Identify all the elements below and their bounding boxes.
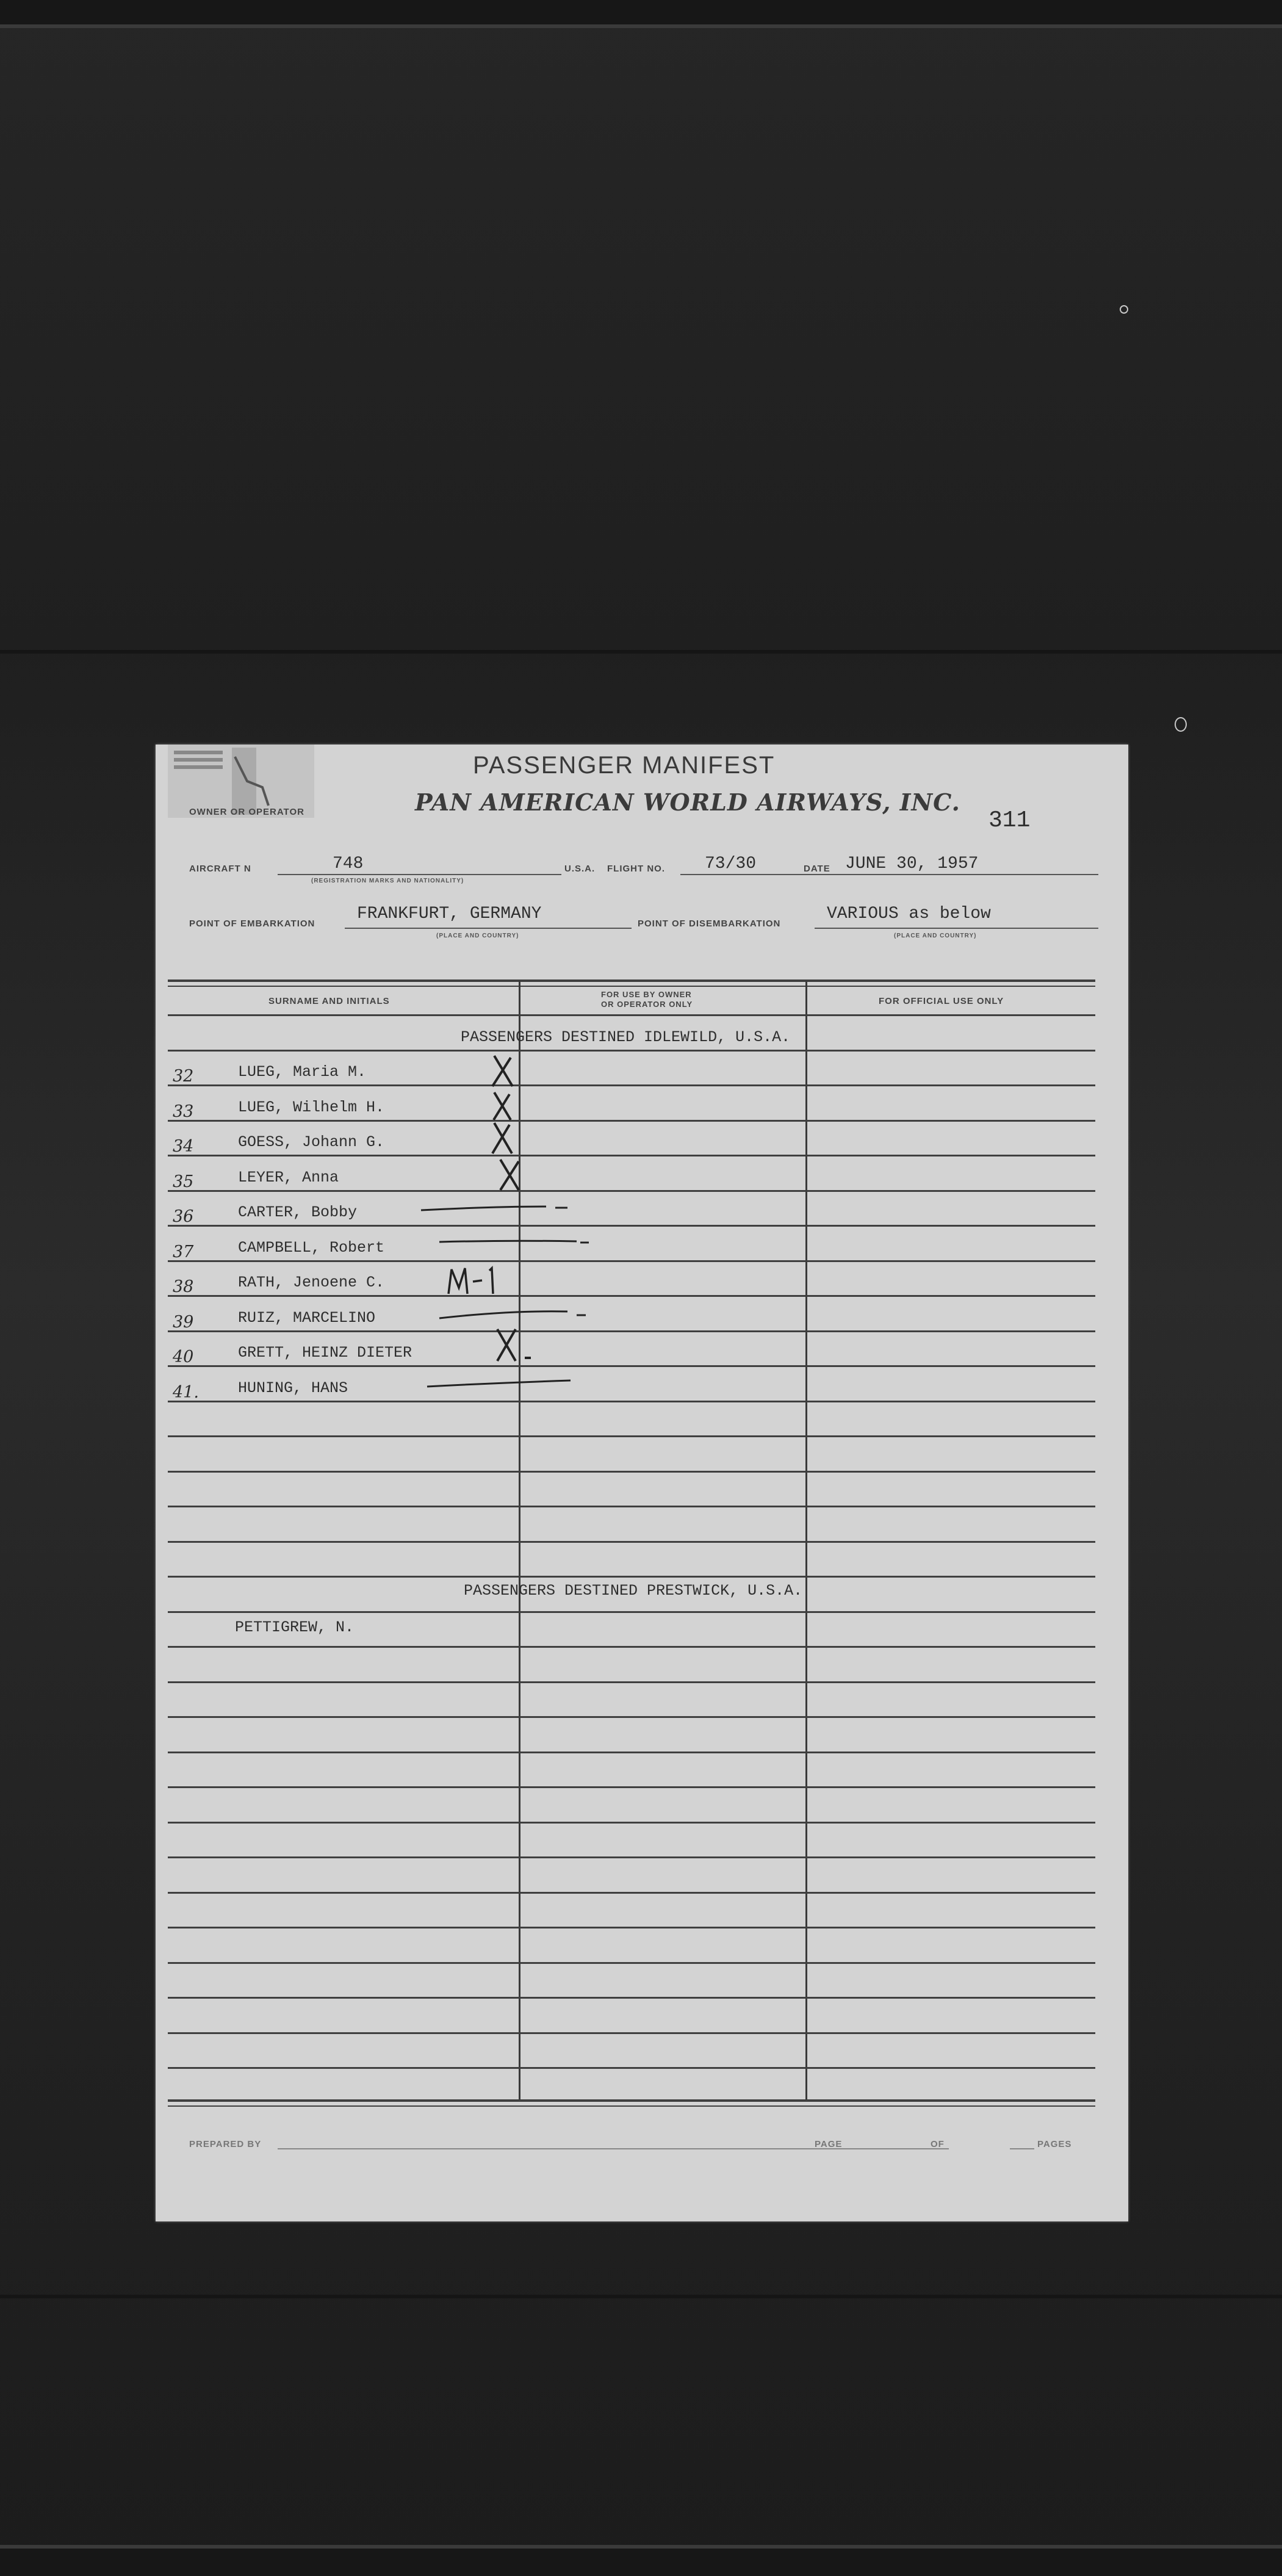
- flight-number: 73/30: [705, 854, 757, 873]
- column-header-owner-2: OR OPERATOR ONLY: [601, 1000, 693, 1009]
- handwritten-m1: [445, 1263, 506, 1300]
- table-top-rule-2: [168, 986, 1095, 987]
- page-number: 311: [989, 807, 1031, 834]
- of-label: OF: [931, 2139, 945, 2149]
- ruled-line: [168, 1681, 1095, 1683]
- ruled-line: [168, 1225, 1095, 1227]
- ruled-line: [168, 1927, 1095, 1928]
- section-heading-idlewild: PASSENGERS DESTINED IDLEWILD, U.S.A.: [461, 1028, 791, 1046]
- row-number: 34: [173, 1137, 194, 1156]
- embarkation-caption: (PLACE AND COUNTRY): [436, 933, 519, 939]
- handwritten-line: [418, 1199, 577, 1218]
- row-number: 36: [173, 1207, 194, 1226]
- ruled-line: [168, 1962, 1095, 1964]
- ruled-line: [168, 1786, 1095, 1788]
- ruled-line: [168, 2032, 1095, 2034]
- ruled-line: [168, 1611, 1095, 1613]
- ruled-line: [168, 1260, 1095, 1262]
- disembarkation-caption: (PLACE AND COUNTRY): [894, 933, 977, 939]
- disembarkation-value: VARIOUS as below: [827, 904, 991, 923]
- page-label: PAGE: [815, 2139, 843, 2149]
- frame-divider: [0, 2295, 1282, 2298]
- passenger-name: HUNING, HANS: [238, 1379, 348, 1397]
- passenger-name: LUEG, Maria M.: [238, 1063, 367, 1081]
- manifest-title: PASSENGER MANIFEST: [473, 752, 776, 779]
- ruled-line: [168, 1365, 1095, 1367]
- registration-caption: (REGISTRATION MARKS AND NATIONALITY): [311, 878, 464, 884]
- ruled-line: [168, 1856, 1095, 1858]
- embarkation-value: FRANKFURT, GERMANY: [357, 904, 542, 923]
- film-edge-top: [0, 0, 1282, 28]
- ruled-line: [168, 1997, 1095, 1999]
- date-line: [842, 874, 1098, 875]
- ruled-line: [168, 1646, 1095, 1648]
- ruled-line: [168, 1576, 1095, 1578]
- handwritten-line: [424, 1373, 583, 1391]
- prepared-by-label: PREPARED BY: [189, 2139, 262, 2149]
- checkmark-x: [485, 1053, 522, 1089]
- row-number: 33: [173, 1102, 194, 1121]
- ruled-line: [168, 1295, 1095, 1297]
- manifest-sheet: [156, 745, 1128, 2221]
- handwritten-line: [436, 1233, 595, 1251]
- ruled-line: [168, 1892, 1095, 1894]
- ruled-line: [168, 1120, 1095, 1122]
- passenger-name: RUIZ, MARCELINO: [238, 1309, 376, 1327]
- aircraft-line: [278, 874, 561, 875]
- ruled-line: [168, 1716, 1095, 1718]
- disembarkation-line: [815, 928, 1098, 929]
- ruled-line: [168, 1541, 1095, 1543]
- flight-date: JUNE 30, 1957: [845, 854, 979, 873]
- ruled-line: [168, 1014, 1095, 1016]
- ruled-line: [168, 1506, 1095, 1507]
- row-number: 35: [173, 1172, 194, 1191]
- frame-divider: [0, 650, 1282, 654]
- column-divider-2: [805, 981, 807, 2099]
- ruled-line: [168, 1155, 1095, 1156]
- row-number: 32: [173, 1067, 194, 1086]
- flight-label: FLIGHT NO.: [607, 864, 665, 874]
- passenger-name: CAMPBELL, Robert: [238, 1239, 385, 1257]
- film-edge-bottom: [0, 2545, 1282, 2576]
- row-number: 39: [173, 1313, 194, 1332]
- row-number: 38: [173, 1277, 194, 1296]
- checkmark-x: [488, 1324, 537, 1367]
- owner-operator-label: OWNER OR OPERATOR: [189, 807, 304, 817]
- column-header-surname: SURNAME AND INITIALS: [268, 996, 390, 1006]
- column-header-official: FOR OFFICIAL USE ONLY: [879, 996, 1004, 1006]
- ruled-line: [168, 1471, 1095, 1473]
- passenger-name: LUEG, Wilhelm H.: [238, 1099, 385, 1116]
- ruled-line: [168, 1190, 1095, 1192]
- row-number: 37: [173, 1243, 194, 1261]
- embarkation-line: [345, 928, 632, 929]
- ruled-line: [168, 2067, 1095, 2069]
- passenger-name: RATH, Jenoene C.: [238, 1274, 385, 1291]
- row-number: 41.: [173, 1383, 199, 1402]
- column-header-owner-1: FOR USE BY OWNER: [601, 990, 692, 999]
- date-label: DATE: [804, 864, 830, 874]
- ruled-line: [168, 1752, 1095, 1753]
- row-number: 40: [173, 1348, 194, 1366]
- table-bottom-rule: [168, 2099, 1095, 2102]
- passenger-name: CARTER, Bobby: [238, 1203, 358, 1221]
- pages-line: [1010, 2148, 1034, 2149]
- checkmark-x: [485, 1120, 522, 1156]
- passenger-name: GOESS, Johann G.: [238, 1133, 385, 1151]
- ruled-line: [168, 1401, 1095, 1402]
- passenger-name: GRETT, HEINZ DIETER: [238, 1344, 412, 1362]
- handwritten-line: [436, 1303, 595, 1324]
- aircraft-number: 748: [333, 854, 364, 873]
- table-bottom-rule-2: [168, 2105, 1095, 2107]
- ruled-line: [168, 1330, 1095, 1332]
- ruled-line: [168, 1435, 1095, 1437]
- airline-name: PAN AMERICAN WORLD AIRWAYS, INC.: [415, 788, 960, 816]
- passenger-name: PETTIGREW, N.: [235, 1618, 355, 1636]
- dust-speck: [1175, 717, 1187, 732]
- passenger-name: LEYER, Anna: [238, 1169, 339, 1186]
- pages-label: PAGES: [1037, 2139, 1072, 2149]
- embarkation-label: POINT OF EMBARKATION: [189, 918, 315, 929]
- checkmark-x: [491, 1156, 528, 1193]
- prepared-by-line: [278, 2148, 949, 2149]
- dust-speck: [1120, 305, 1128, 314]
- ruled-line: [168, 1050, 1095, 1052]
- section-heading-prestwick: PASSENGERS DESTINED PRESTWICK, U.S.A.: [464, 1582, 803, 1600]
- disembarkation-label: POINT OF DISEMBARKATION: [638, 918, 781, 929]
- ruled-line: [168, 1084, 1095, 1086]
- usa-label: U.S.A.: [564, 864, 596, 874]
- checkmark-x: [485, 1089, 522, 1123]
- ruled-line: [168, 1822, 1095, 1824]
- aircraft-label: AIRCRAFT N: [189, 864, 251, 874]
- table-top-rule: [168, 980, 1095, 982]
